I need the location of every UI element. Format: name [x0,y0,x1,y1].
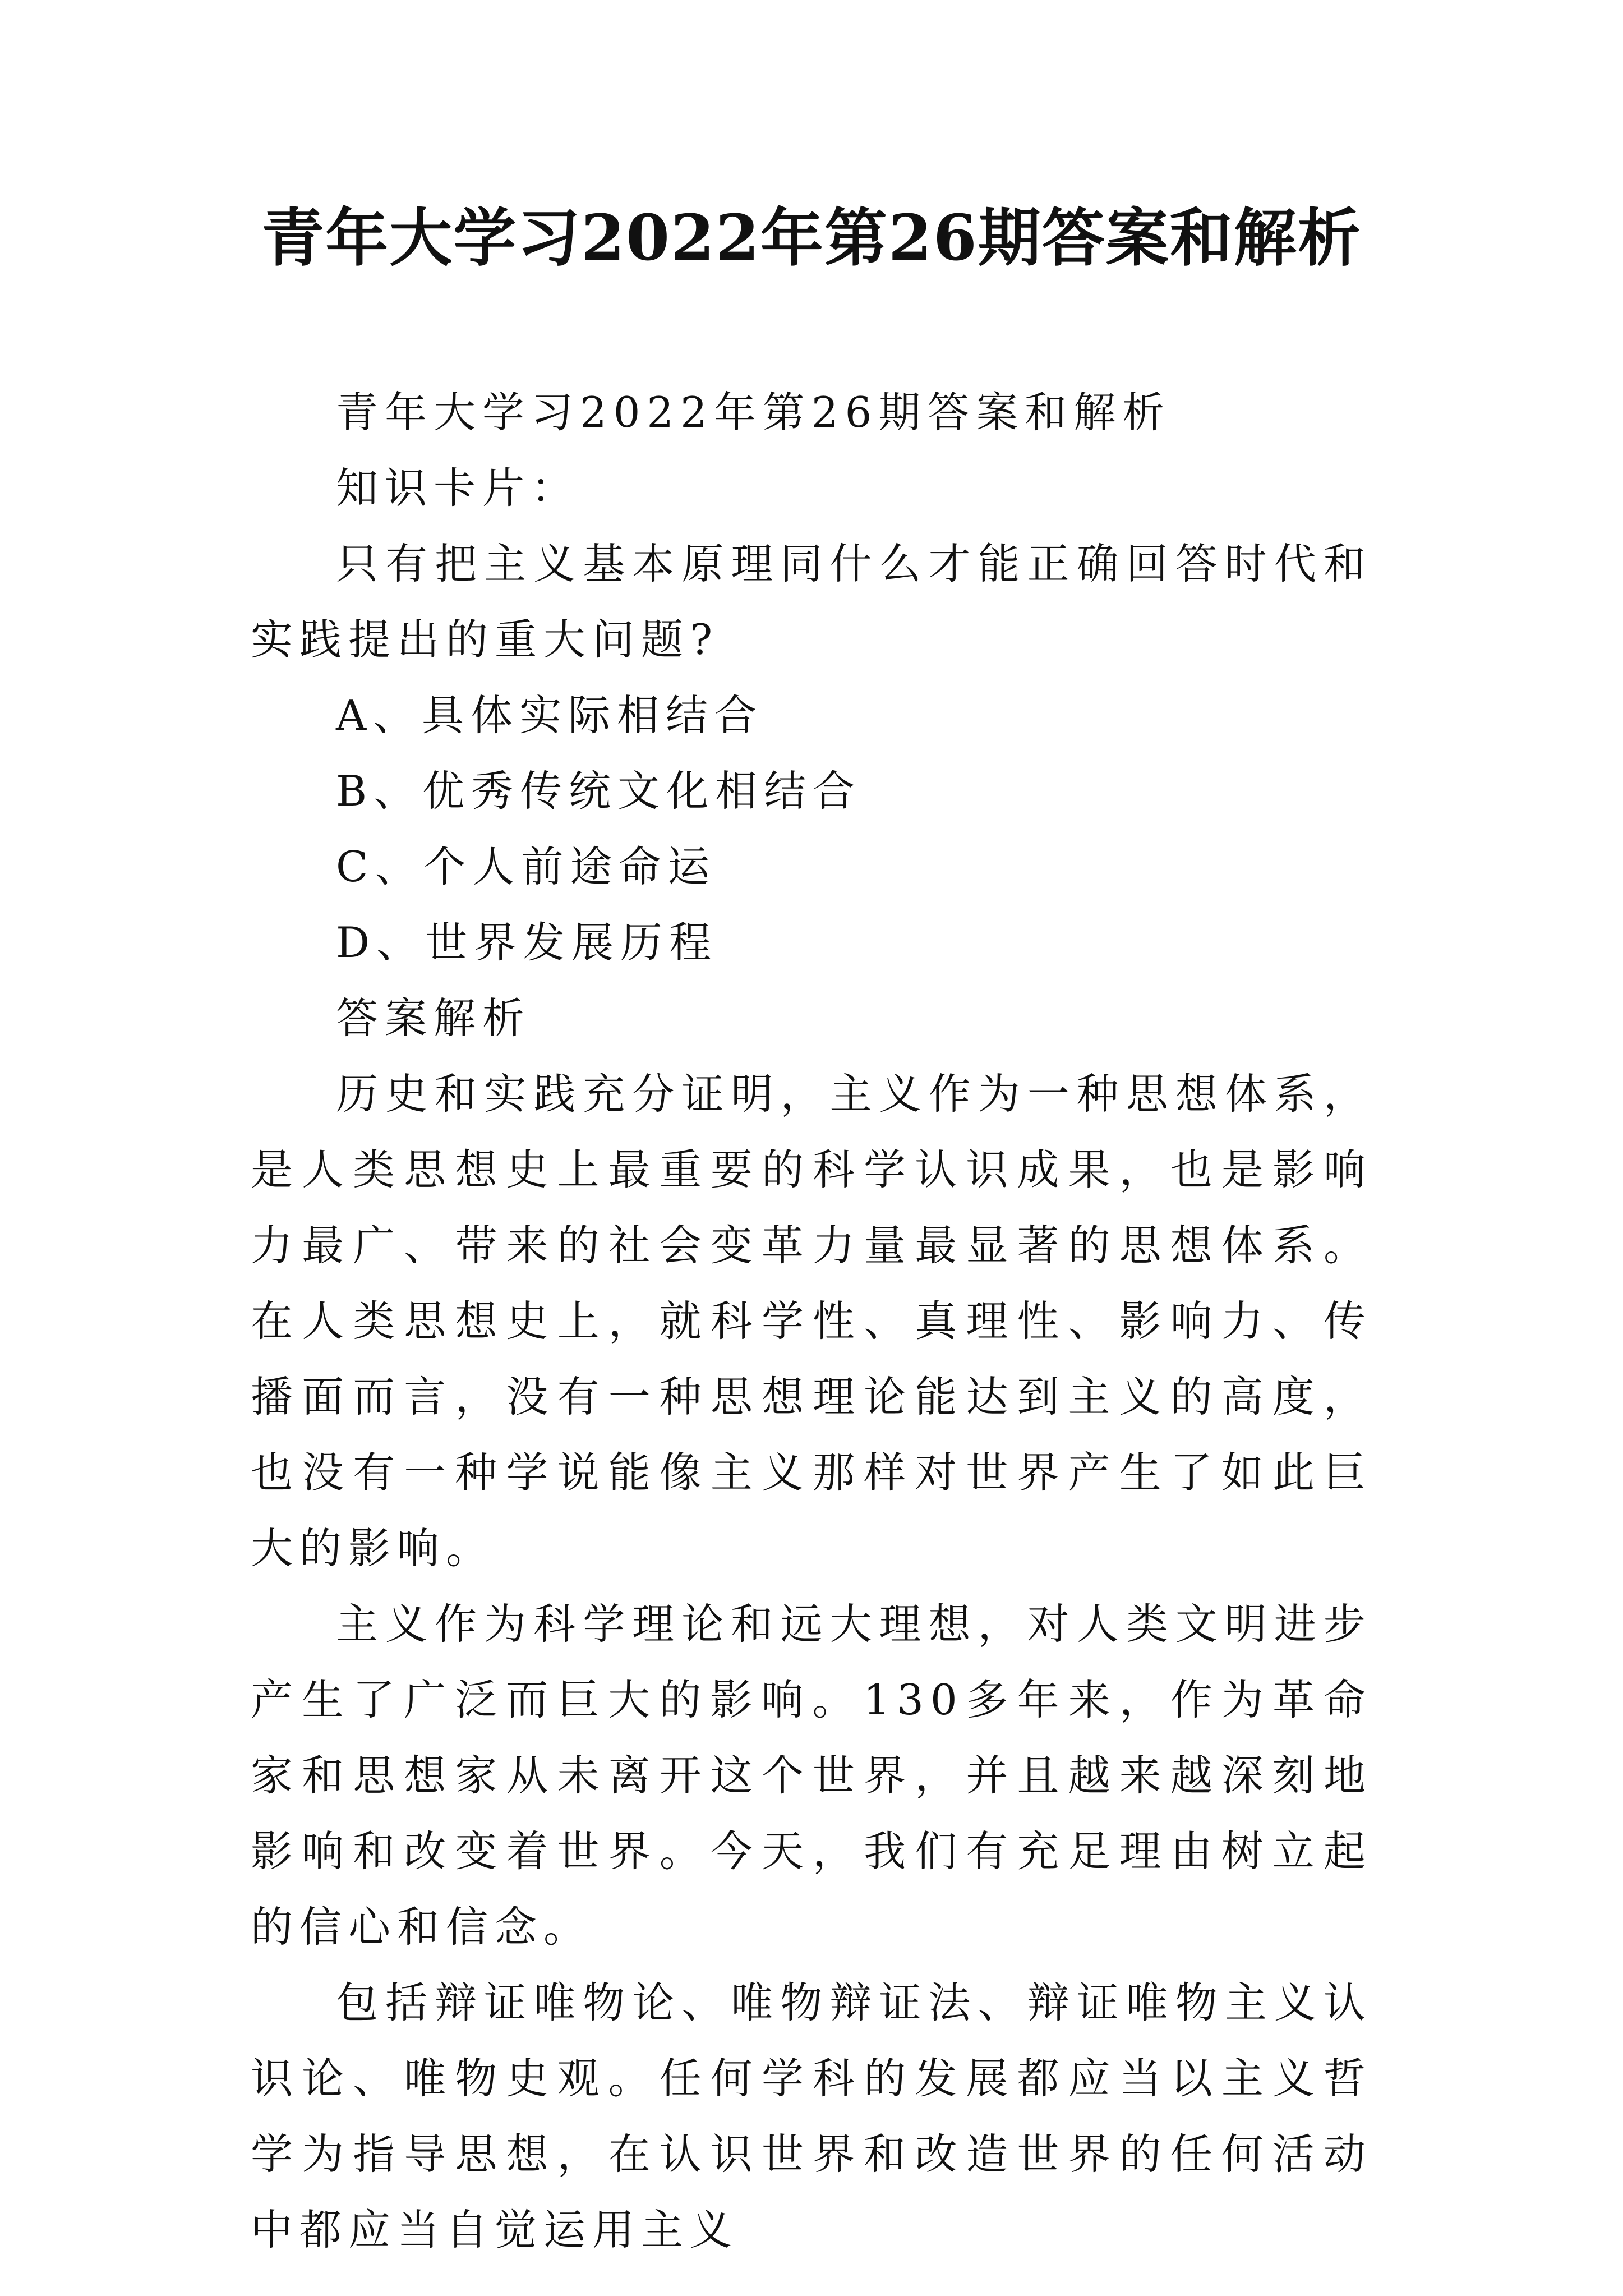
paragraph-explanation-3: 包括辩证唯物论、唯物辩证法、辩证唯物主义认识论、唯物史观。任何学科的发展都应当以主义哲学为指导思想，在认识世界和改造世界的任何活动中都应当自觉运用主义 [251,1978,1372,2254]
paragraph-explanation-1: 历史和实践充分证明，主义作为一种思想体系，是人类思想史上最重要的科学认识成果，也是影响力最广、带来的社会变革力量最显著的思想体系。在人类思想史上，就科学性、真理性、影响力、传播面而言，没有一种思想理论能达到主义的高度，也没有一种学说能像主义那样对世界产生了如此巨大的影响。 [251,1069,1372,1573]
document-body [251,375,1372,2268]
option-c: C、个人前途命运 [336,842,717,891]
document-title: 青年大学习2022年第26期答案和解析 [261,201,1362,275]
option-d: D、世界发展历程 [336,918,718,967]
paragraph-explanation-2: 主义作为科学理论和远大理想，对人类文明进步产生了广泛而巨大的影响。130多年来，作为革命家和思想家从未离开这个世界，并且越来越深刻地影响和改变着世界。今天，我们有充足理由树立起的信心和信念。 [251,1599,1372,1952]
paragraph-question: 只有把主义基本原理同什么才能正确回答时代和实践提出的重大问题? [251,539,1372,664]
option-a: A、具体实际相结合 [336,691,764,740]
option-b: B、优秀传统文化相结合 [336,766,862,816]
paragraph-answer-heading: 答案解析 [336,993,532,1043]
paragraph-knowledge-card: 知识卡片： [336,463,580,513]
paragraph-heading-repeat: 青年大学习2022年第26期答案和解析 [336,388,1172,437]
